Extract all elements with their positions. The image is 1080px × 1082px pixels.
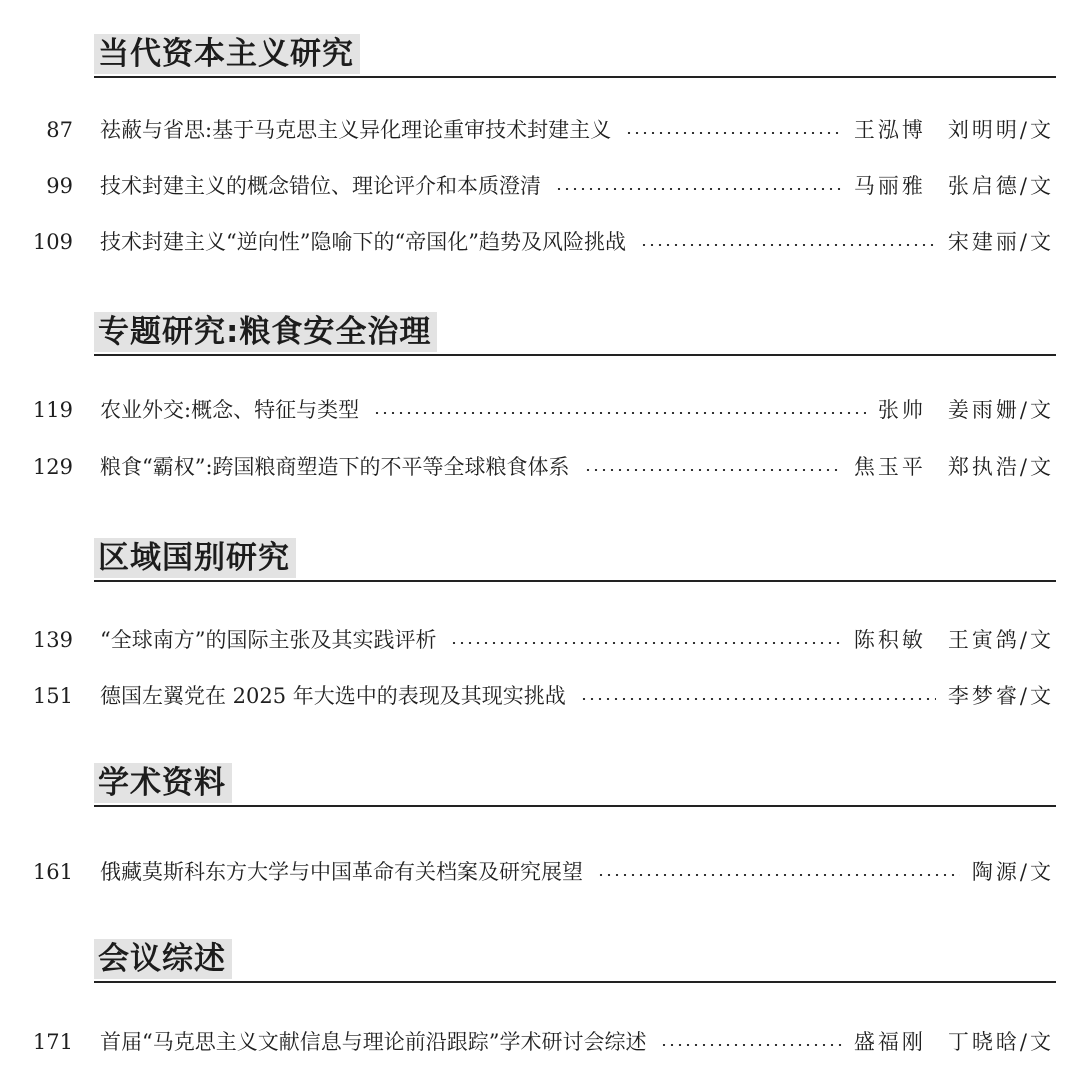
section-rule xyxy=(94,580,1056,582)
page-number: 139 xyxy=(32,628,73,652)
entry-authors xyxy=(972,856,1054,888)
dot-leader xyxy=(640,244,936,246)
author-secondary: 陶源/文 xyxy=(971,860,1054,884)
section-rule xyxy=(94,805,1056,807)
entry-authors xyxy=(948,226,1054,258)
author-primary: 焦玉平 xyxy=(853,455,926,479)
author-secondary: 张启德/文 xyxy=(947,174,1054,198)
author-secondary: 王寅鸽/文 xyxy=(947,628,1054,652)
entry-authors xyxy=(854,451,1054,483)
dot-leader xyxy=(373,412,866,414)
dot-leader xyxy=(660,1044,841,1046)
page-number: 99 xyxy=(46,174,73,198)
entry-title: 技术封建主义“逆向性”隐喻下的“帝国化”趋势及风险挑战 xyxy=(100,230,626,254)
author-primary: 陈积敏 xyxy=(853,628,926,652)
entry-authors xyxy=(854,114,1054,146)
author-secondary: 丁晓晗/文 xyxy=(947,1030,1054,1054)
entry-authors xyxy=(854,170,1054,202)
author-secondary: 刘明明/文 xyxy=(947,118,1054,142)
author-secondary: 宋建丽/文 xyxy=(947,230,1054,254)
author-primary: 张帅 xyxy=(877,398,926,422)
author-secondary: 姜雨姗/文 xyxy=(947,398,1054,422)
entry-title: “全球南方”的国际主张及其实践评析 xyxy=(100,628,437,652)
dot-leader xyxy=(450,642,841,644)
toc-entry[interactable] xyxy=(0,114,1080,146)
entry-title: 粮食“霸权”:跨国粮商塑造下的不平等全球粮食体系 xyxy=(100,455,570,479)
author-primary: 盛福刚 xyxy=(853,1030,926,1054)
author-secondary: 李梦睿/文 xyxy=(947,684,1054,708)
section-rule xyxy=(94,76,1056,78)
entry-title: 俄藏莫斯科东方大学与中国革命有关档案及研究展望 xyxy=(100,860,583,884)
page-number: 171 xyxy=(32,1030,73,1054)
section-title: 专题研究:粮食安全治理 xyxy=(94,312,437,352)
dot-leader xyxy=(555,188,842,190)
section-title: 学术资料 xyxy=(94,763,232,803)
page-number: 119 xyxy=(32,398,73,422)
dot-leader xyxy=(597,874,960,876)
entry-authors xyxy=(878,394,1054,426)
dot-leader xyxy=(580,698,936,700)
dot-leader xyxy=(584,469,842,471)
entry-title: 德国左翼党在 2025 年大选中的表现及其现实挑战 xyxy=(100,684,566,708)
page-number: 87 xyxy=(46,118,73,142)
toc-entry[interactable] xyxy=(0,451,1080,483)
dot-leader xyxy=(625,132,842,134)
entry-title: 农业外交:概念、特征与类型 xyxy=(100,398,360,422)
entry-title: 祛蔽与省思:基于马克思主义异化理论重审技术封建主义 xyxy=(100,118,612,142)
toc-entry[interactable] xyxy=(0,1026,1080,1058)
page-number: 151 xyxy=(32,684,73,708)
entry-title: 首届“马克思主义文献信息与理论前沿跟踪”学术研讨会综述 xyxy=(100,1030,647,1054)
page-number: 109 xyxy=(32,230,73,254)
section-title: 当代资本主义研究 xyxy=(94,34,360,74)
section-rule xyxy=(94,354,1056,356)
author-secondary: 郑执浩/文 xyxy=(947,455,1054,479)
entry-authors xyxy=(854,1026,1054,1058)
toc-entry[interactable] xyxy=(0,226,1080,258)
section-rule xyxy=(94,981,1056,983)
page-number: 161 xyxy=(32,860,73,884)
author-primary: 马丽雅 xyxy=(853,174,926,198)
toc-entry[interactable] xyxy=(0,856,1080,888)
section-title: 区域国别研究 xyxy=(94,538,296,578)
toc-entry[interactable] xyxy=(0,394,1080,426)
toc-entry[interactable] xyxy=(0,624,1080,656)
page-number: 129 xyxy=(32,455,73,479)
entry-authors xyxy=(948,680,1054,712)
section-title: 会议综述 xyxy=(94,939,232,979)
entry-authors xyxy=(854,624,1054,656)
toc-entry[interactable] xyxy=(0,680,1080,712)
toc-entry[interactable] xyxy=(0,170,1080,202)
author-primary: 王泓博 xyxy=(853,118,926,142)
entry-title: 技术封建主义的概念错位、理论评介和本质澄清 xyxy=(100,174,541,198)
